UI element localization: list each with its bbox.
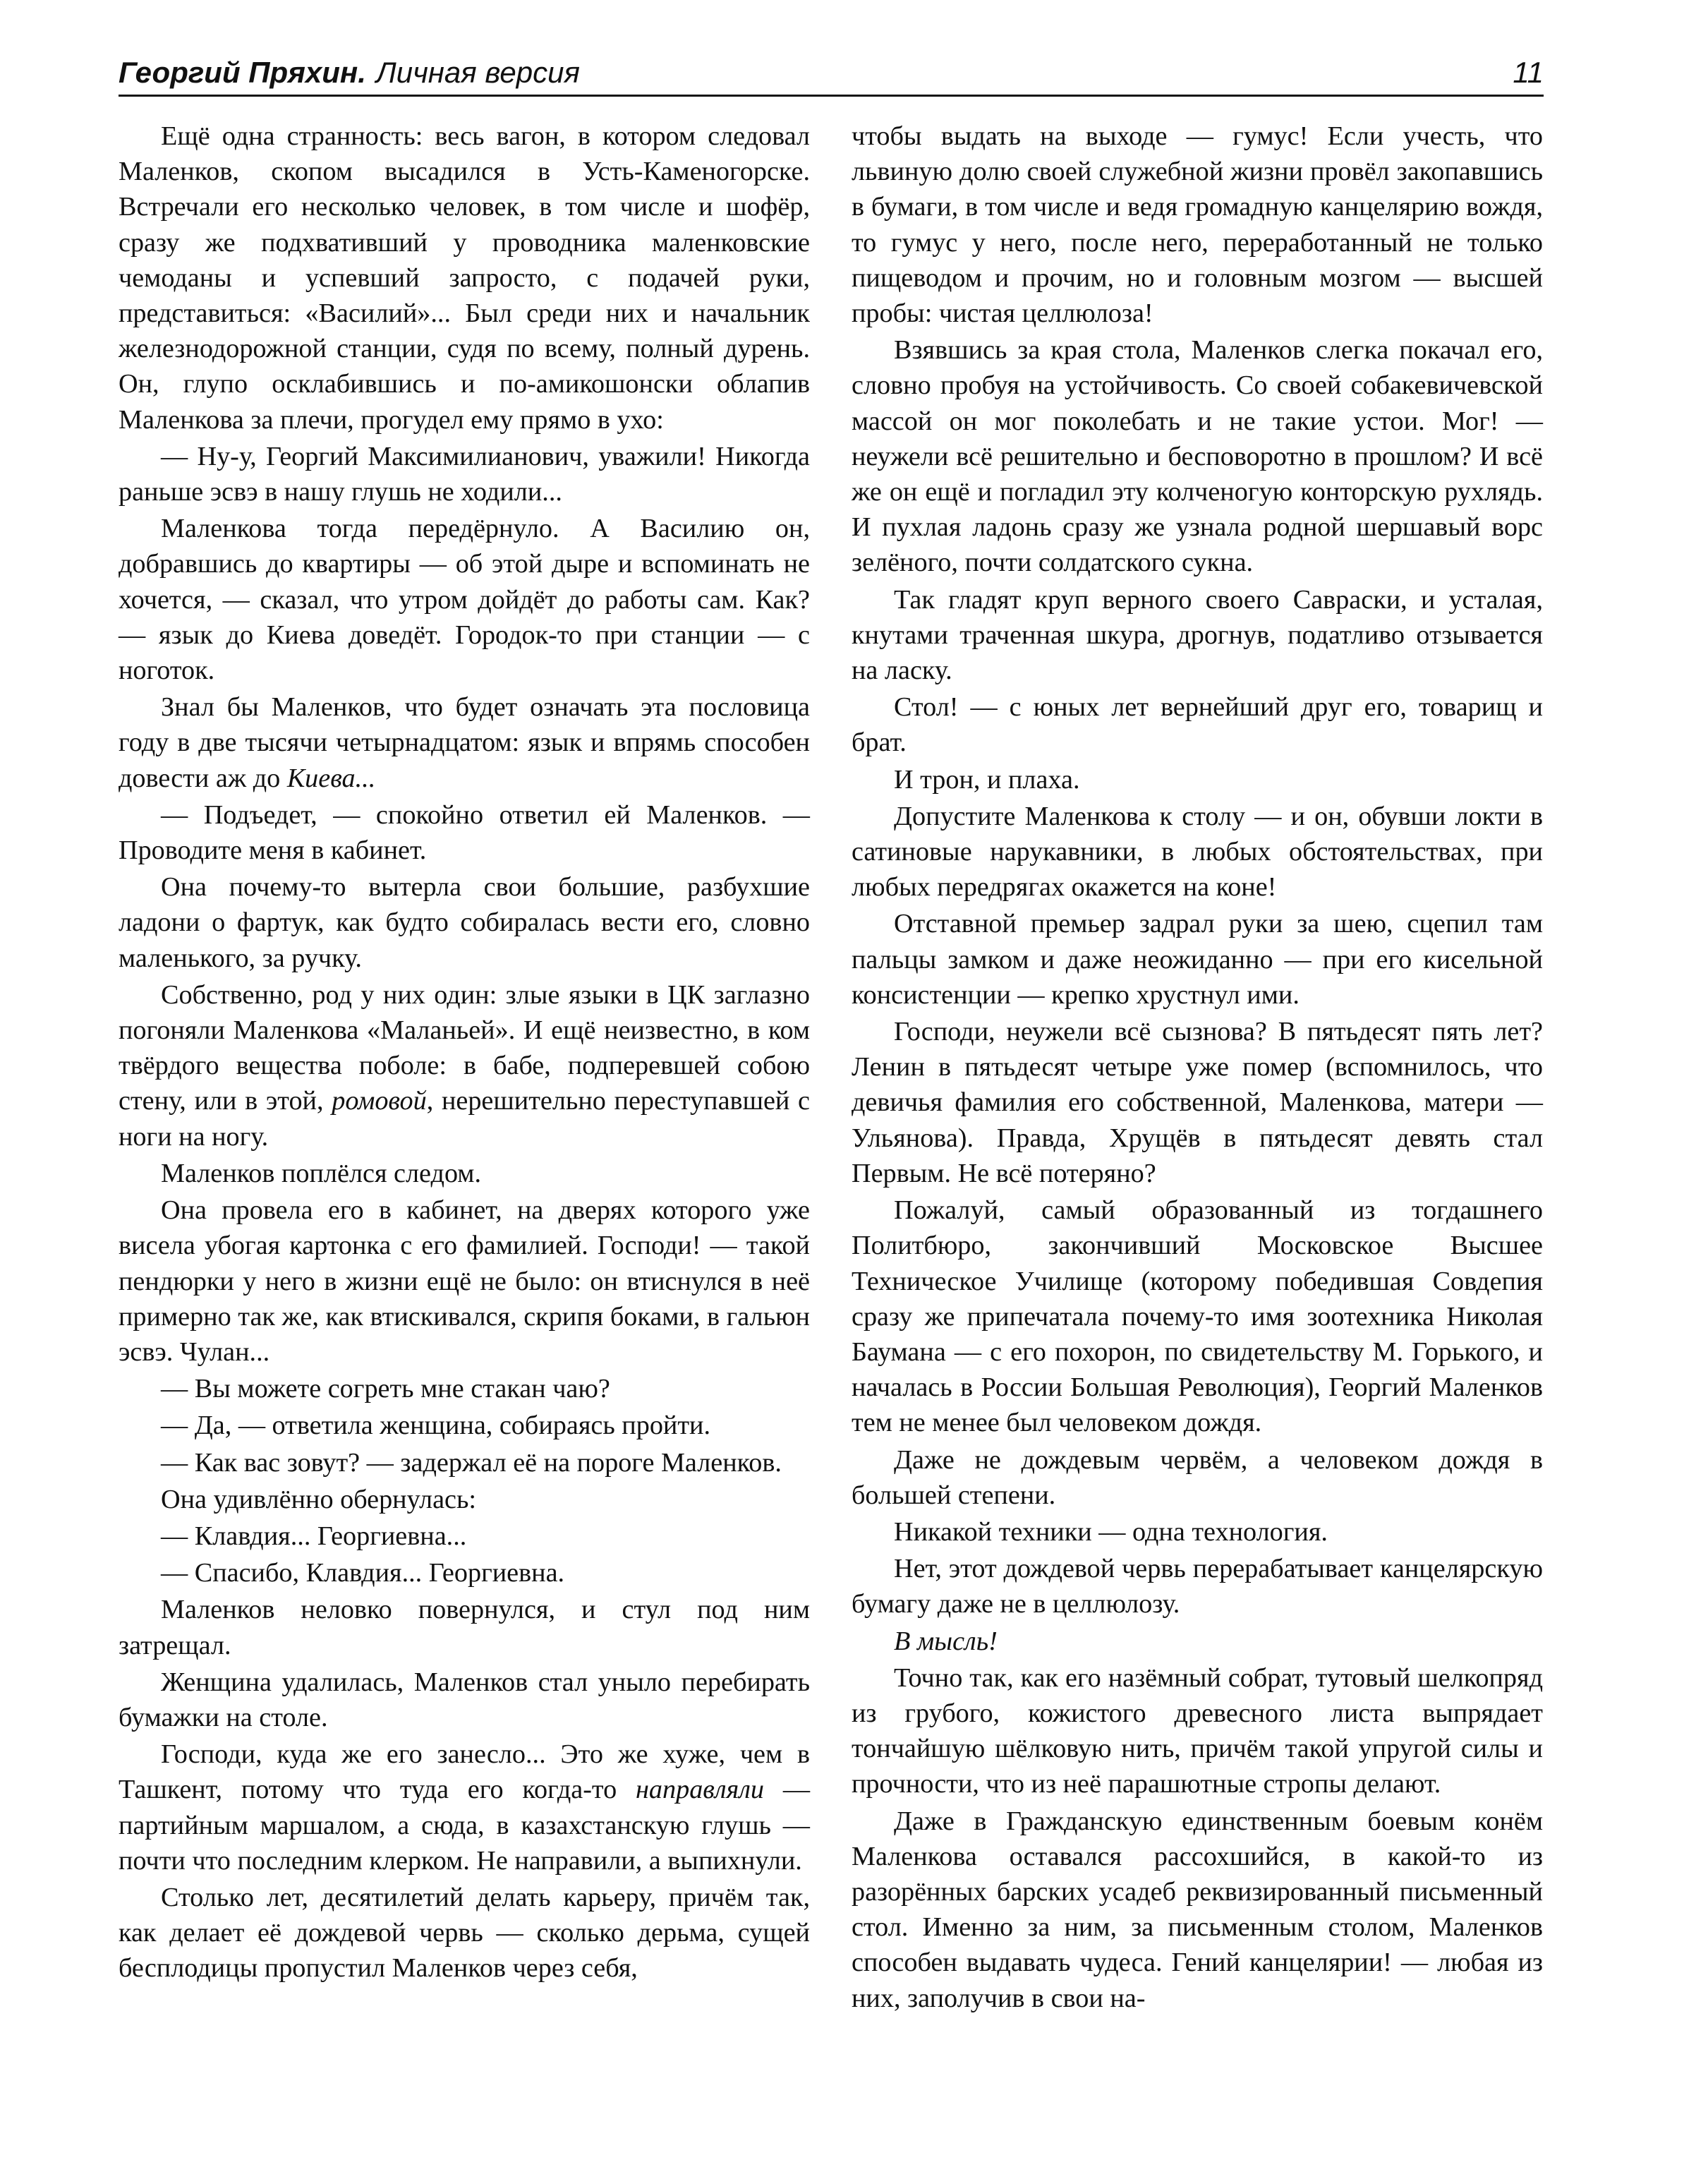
paragraph: Столько лет, десятилетий делать карьеру, причём так, как делает её дождевой червь — сколько дерьма, сущей бесплодицы пропустил Маленков через себя, [119, 1882, 810, 1984]
paragraph: Женщина удалилась, Маленков стал уныло перебирать бумажки на столе. [119, 1667, 810, 1732]
paragraph: Точно так, как его назёмный собрат, тутовый шелкопряд из грубого, кожистого древесного листа выпрядает тончайшую шёлковую нить, причём такой упругой силы и прочности, что из неё парашютные стропы делают. [852, 1662, 1543, 1799]
paragraph: Пожалуй, самый образованный из тогдашнего Политбюро, закончивший Московское Высшее Техническое Училище (которому победившая Совдепия сразу же припечатала почему-то имя зоотехника Николая Баумана — с его похорон, по свидетельству М. Горького, и началась в России Большая Революция), Георгий Маленков тем не менее был человеком дождя. [852, 1195, 1543, 1438]
paragraph: Даже не дождевым червём, а человеком дождя в большей степени. [852, 1444, 1543, 1510]
paragraph-continuation: чтобы выдать на выходе — гумус! Если учесть, что львиную долю своей служебной жизни провёл закопавшись в бумаги, в том числе и ведя громадную канцелярию вождя, то гумус у него, после него, переработанный не только пищеводом и прочим, но и головным мозгом — высшей пробы: чистая целлюлоза! [852, 121, 1543, 329]
paragraph: Она провела его в кабинет, на дверях которого уже висела убогая картонка с его фамилией. Господи! — такой пендюрки у него в жизни ещё не было: он втиснулся в неё примерно так же, как втискивался, скрипя боками, в гальюн эсвэ. Чулан... [119, 1195, 810, 1367]
paragraph: Нет, этот дождевой червь перерабатывает канцелярскую бумагу даже не в целлюлозу. [852, 1554, 1543, 1619]
right-column [852, 119, 1543, 2017]
paragraph: Взявшись за края стола, Маленков слегка покачал его, словно пробуя на устойчивость. Со своей собакевичевской массой он мог поколебать и не такие устои. Мог! — неужели всё решительно и бесповоротно в прошлом? И всё же он ещё и погладил эту колченогую конторскую рухлядь. И пухлая ладонь сразу же узнала родной шершавый ворс зелёного, почти солдатского сукна. [852, 335, 1543, 578]
paragraph: — Вы можете согреть мне стакан чаю? [161, 1374, 610, 1404]
running-header [119, 51, 1544, 97]
paragraph: — Да, — ответила женщина, собираясь пройти. [161, 1411, 711, 1441]
paragraph: Допустите Маленкова к столу — и он, обувши локти в сатиновые нарукавники, в любых обстоятельствах, при любых передрягах окажется на коне! [852, 801, 1543, 903]
paragraph: Так гладят круп верного своего Савраски, и усталая, кнутами траченная шкура, дрогнув, податливо отзывается на ласку. [852, 584, 1543, 686]
paragraph: Даже в Гражданскую единственным боевым конём Маленкова оставался рассохшийся, в какой-то из разорённых барских усадеб реквизированный письменный стол. Именно за ним, за письменным столом, Маленков способен выдавать чудеса. Гений канцелярии! — любая из них, заполучив в свои на- [852, 1806, 1543, 2013]
paragraph: В мысль! [894, 1626, 998, 1656]
paragraph: — Ну-у, Георгий Максимилианович, уважили! Никогда раньше эсвэ в нашу глушь не ходили... [119, 441, 810, 507]
paragraph: Она удивлённо обернулась: [161, 1484, 477, 1514]
paragraph: Собственно, род у них один: злые языки в ЦК заглазно погоняли Маленкова «Маланьей». И ещё неизвестно, в ком твёрдого вещества поболе: в бабе, подперевшей собою стену, или в этой, ромовой, нерешительно переступавшей с ноги на ногу. [119, 979, 811, 1152]
paragraph: Отставной премьер задрал руки за шею, сцепил там пальцы замком и даже неожиданно — при его кисельной консистенции — крепко хрустнул ими. [852, 909, 1543, 1010]
paragraph: Она почему-то вытерла свои большие, разбухшие ладони о фартук, как будто собиралась вести его, словно маленького, за ручку. [119, 872, 810, 973]
paragraph: Господи, куда же его занесло... Это же хуже, чем в Ташкент, потому что туда его когда-то направляли — партийным маршалом, а сюда, в казахстанскую глушь — почти что последним клерком. Не направили, а выпихнули. [119, 1739, 811, 1876]
paragraph: Маленков неловко повернулся, и стул под ним затрещал. [119, 1595, 810, 1660]
paragraph: — Как вас зовут? — задержал её на пороге Маленков. [161, 1447, 782, 1478]
paragraph: Стол! — с юных лет вернейший друг его, товарищ и брат. [852, 692, 1543, 758]
paragraph: — Спасибо, Клавдия... Георгиевна. [161, 1558, 565, 1588]
header-book-title: Личная версия [375, 56, 580, 89]
page-number: 11 [1513, 56, 1544, 89]
left-column [119, 119, 810, 1988]
paragraph: — Подъедет, — спокойно ответил ей Маленков. — Проводите меня в кабинет. [119, 799, 810, 866]
paragraph: — Клавдия... Георгиевна... [161, 1521, 467, 1551]
paragraph: Господи, неужели всё сызнова? В пятьдесят пять лет? Ленин в пятьдесят четыре уже помер (вспомнилось, что девичья фамилия его собственной, Маленкова, матери — Ульянова). Правда, Хрущёв в пятьдесят девять стал Первым. Не всё потеряно? [852, 1017, 1543, 1188]
header-author: Георгий Пряхин. [119, 56, 366, 89]
paragraph: Маленкова тогда передёрнуло. А Василию он, добравшись до квартиры — об этой дыре и вспоминать не хочется, — сказал, что утром дойдёт до работы сам. Как? — язык до Киева доведёт. Городок-то при станции — с ноготок. [119, 514, 810, 686]
paragraph: Маленков поплёлся следом. [161, 1158, 482, 1188]
paragraph: Знал бы Маленков, что будет означать эта пословица году в две тысячи четырнадцатом: язык и впрямь способен довести аж до Киева... [119, 692, 810, 793]
paragraph: Никакой техники — одна технология. [894, 1516, 1328, 1547]
paragraph: И трон, и плаха. [894, 764, 1080, 795]
paragraph: Ещё одна странность: весь вагон, в котором следовал Маленков, скопом высадился в Усть-Каменогорске. Встречали его несколько человек, в том числе и шофёр, сразу же подхвативший у проводника маленковские чемоданы и успевший запросто, с подачей руки, представиться: «Василий»... Был среди них и начальник железнодорожной станции, судя по всему, полный дурень. Он, глупо осклабившись и по-амикошонски облапив Маленкова за плечи, прогудел ему прямо в ухо: [119, 121, 810, 435]
